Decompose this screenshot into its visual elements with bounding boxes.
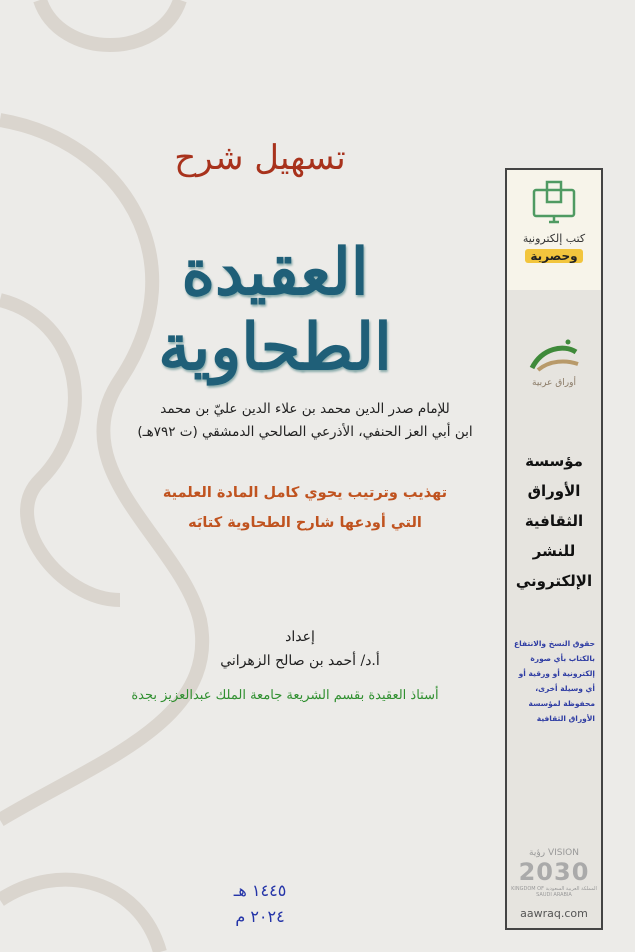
org-line: الثقافية xyxy=(524,512,584,530)
awraq-arabia-logo xyxy=(507,338,601,388)
description-line: تهذيب وترتيب يحوي كامل المادة العلمية xyxy=(162,485,448,501)
org-line: الأوراق xyxy=(527,482,581,500)
leaf-logo-icon xyxy=(524,338,584,374)
author-line: للإمام صدر الدين محمد بن علاء الدين عليّ بن محمد xyxy=(160,401,450,417)
org-line: للنشر xyxy=(532,542,576,560)
description-line: التي أودعها شارح الطحاوية كتابَه xyxy=(188,515,422,531)
affiliation: أستاذ العقيدة بقسم الشريعة جامعة الملك عبدالعزيز بجدة xyxy=(131,688,439,703)
org-line: مؤسسة xyxy=(525,452,583,470)
logo-text: أوراق عربية xyxy=(532,378,576,388)
vision-year: 2030 xyxy=(518,858,590,886)
gregorian-year: ٢٠٢٤ م xyxy=(235,907,285,926)
book-title: العقيدة الطحاوية xyxy=(158,235,392,385)
prepared-label: إعداد xyxy=(285,629,315,645)
book-subtitle: تسهيل شرح xyxy=(174,138,346,178)
prepared-by xyxy=(150,625,450,673)
publisher-sidebar xyxy=(505,168,603,930)
org-line: الإلكتروني xyxy=(515,572,593,590)
copyright-notice: حقوق النسخ والانتفاع بالكتاب بأي صورة إلكترونية أو ورقية أو أي وسيلة أخرى، محفوظة لمؤسسة الأوراق الثقافية xyxy=(514,639,595,723)
author-line: ابن أبي العز الحنفي، الأذرعي الصالحي الدمشقي (ت ٧٩٢هـ) xyxy=(137,424,473,440)
publisher-name xyxy=(507,446,601,596)
vision-sub: المملكة العربية السعودية KINGDOM OF SAUDI ARABIA xyxy=(511,886,597,898)
ebooks-badge xyxy=(507,170,601,290)
badge-text: كتب إلكترونية xyxy=(522,232,586,245)
badge-highlight: وحصرية xyxy=(525,249,582,263)
vision-label: VISION رؤية xyxy=(529,848,579,858)
author-info xyxy=(120,398,490,444)
editor-name: أ.د/ أحمد بن صالح الزهراني xyxy=(220,653,380,669)
computer-book-icon xyxy=(529,178,579,228)
publication-date xyxy=(215,878,305,930)
hijri-year: ١٤٤٥ هـ xyxy=(233,881,287,900)
vision-2030-logo xyxy=(507,848,601,898)
description xyxy=(120,478,490,538)
website-link[interactable]: aawraq.com xyxy=(520,907,588,920)
